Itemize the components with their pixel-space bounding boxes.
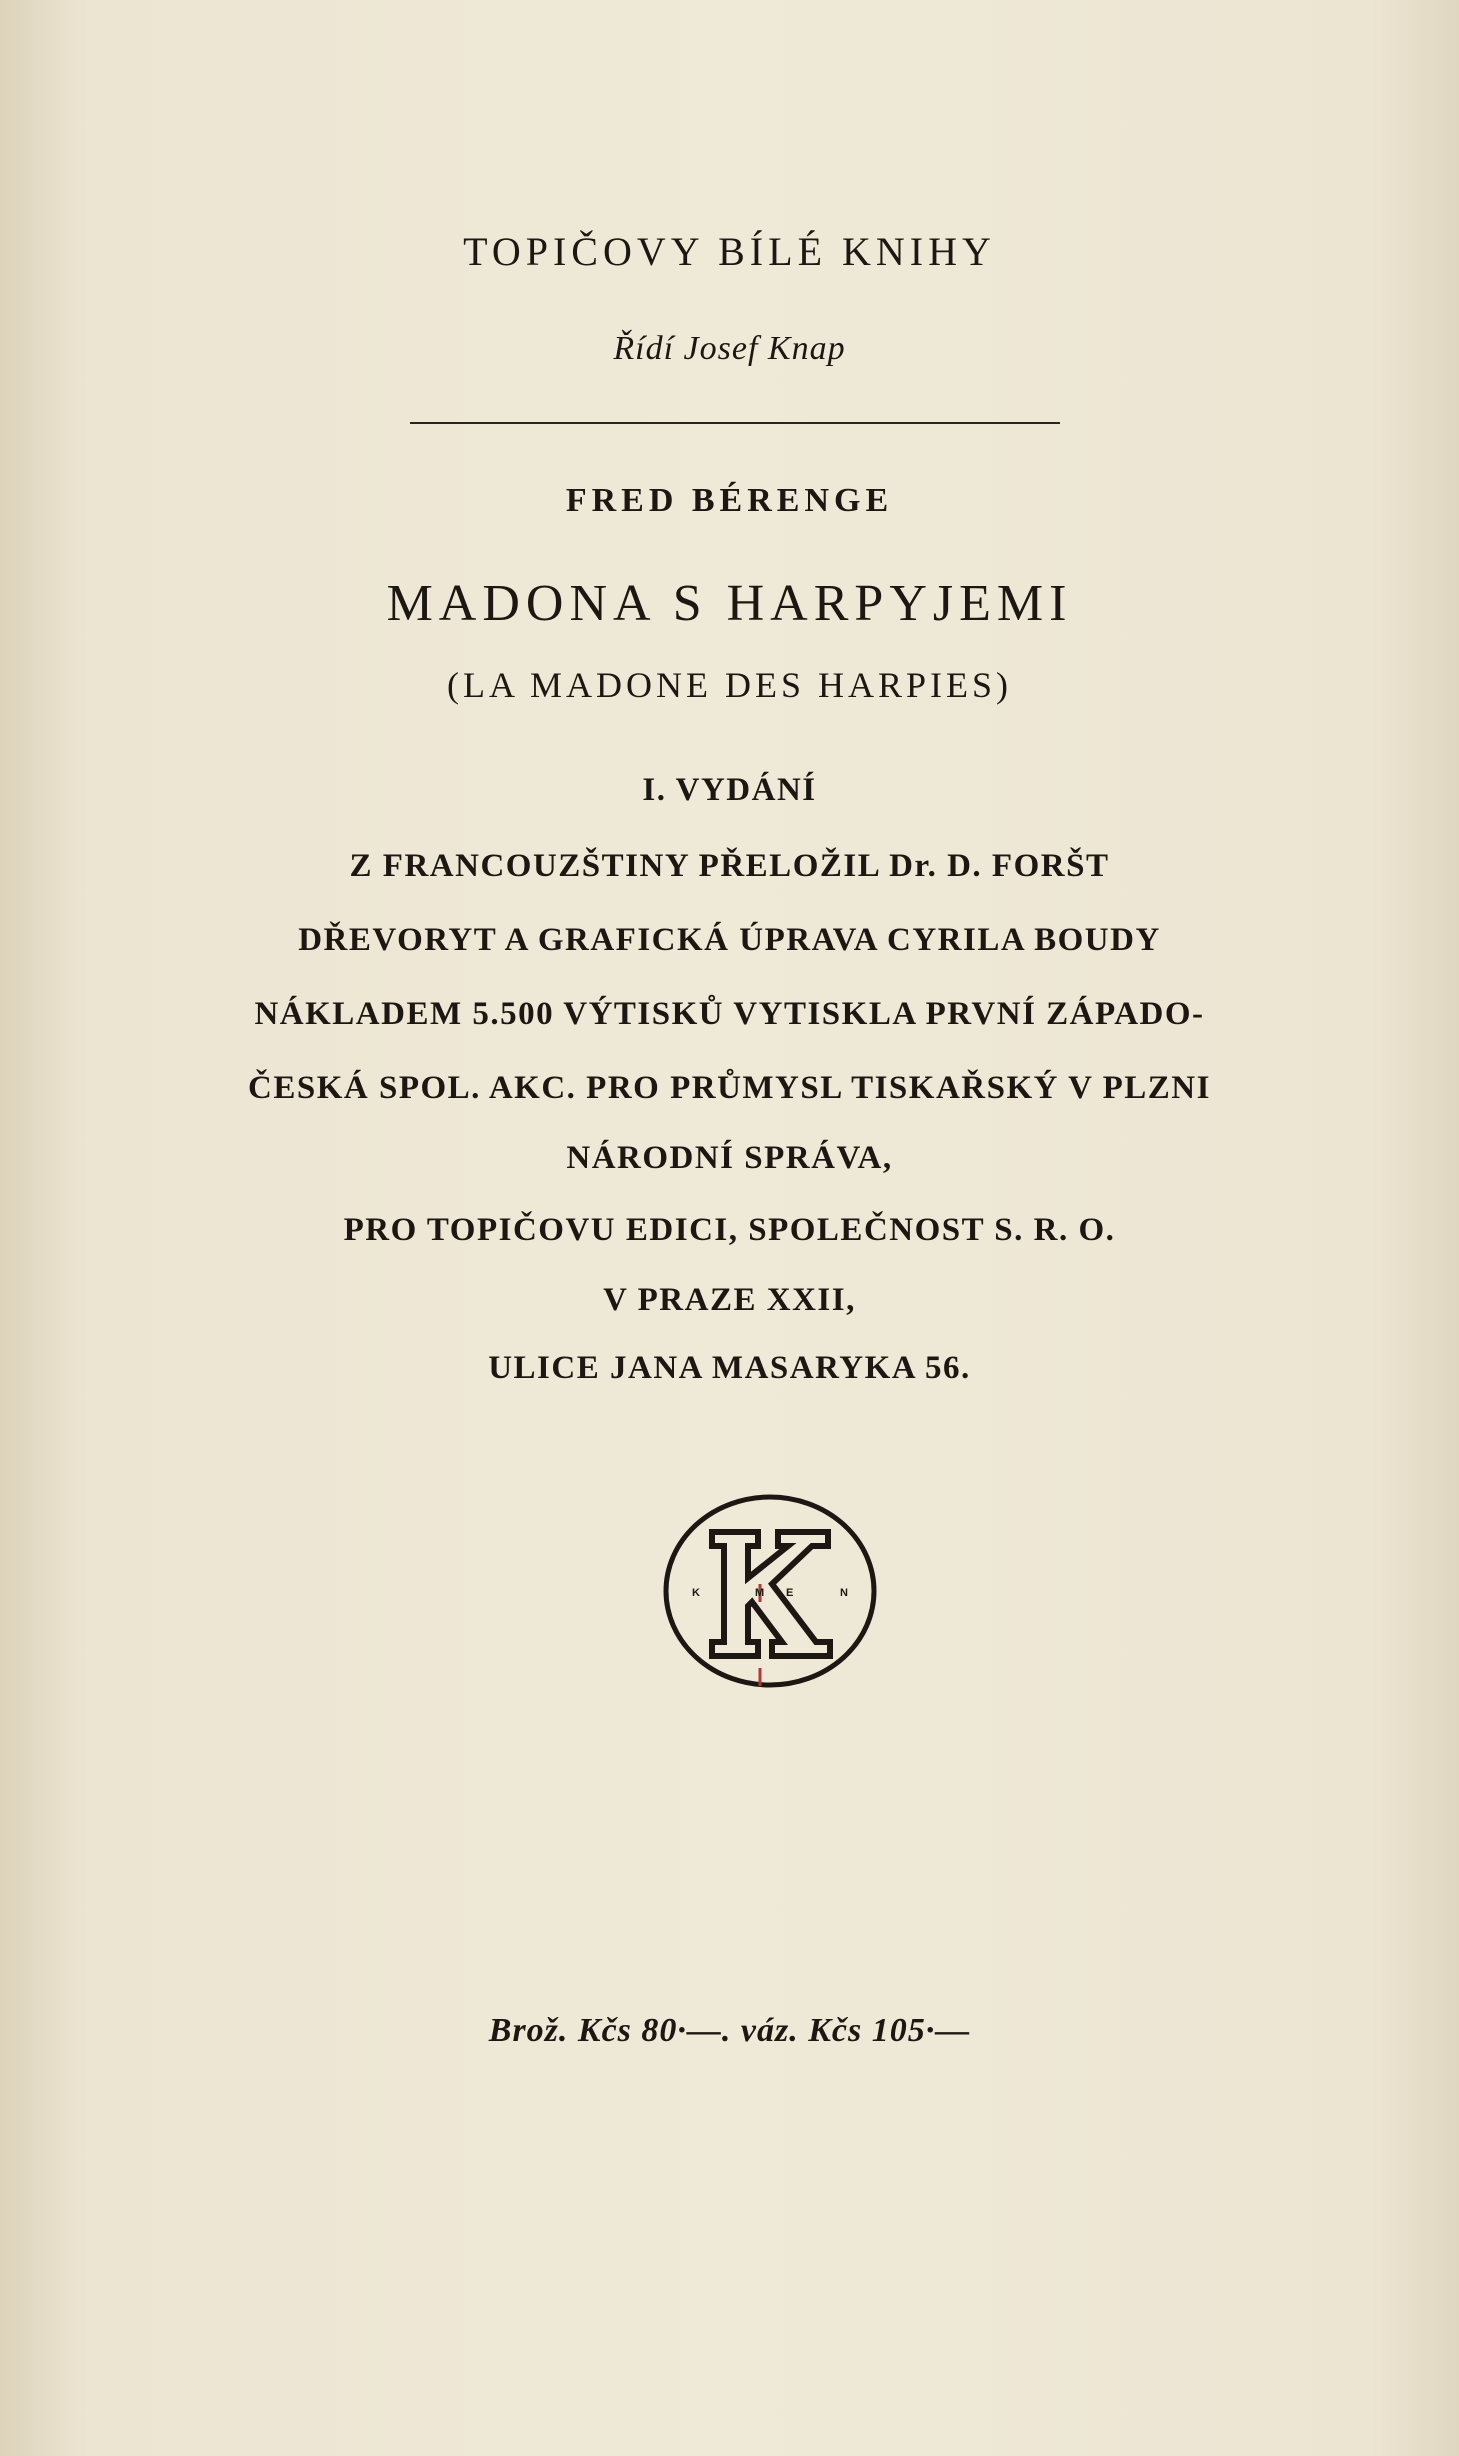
imprint-line: NÁKLADEM 5.500 VÝTISKŮ VYTISKLA PRVNÍ ZÁPADO-	[254, 996, 1205, 1032]
author-name: FRED BÉRENGE	[565, 482, 894, 519]
logo-ring-letter: M	[755, 1587, 765, 1599]
imprint-line: Z FRANCOUZŠTINY PŘELOŽIL Dr. D. FORŠT	[349, 848, 1110, 884]
logo-ring-letter: E	[786, 1587, 794, 1599]
book-title: MADONA S HARPYJEMI	[386, 575, 1073, 632]
logo-ring-letter: K	[692, 1587, 700, 1599]
series-title: TOPIČOVY BÍLÉ KNIHY	[463, 229, 996, 274]
price-line: Brož. Kčs 80·—. váz. Kčs 105·—	[488, 2012, 971, 2049]
imprint-line: V PRAZE XXII,	[603, 1282, 856, 1318]
series-editor: Řídí Josef Knap	[613, 330, 846, 367]
imprint-line: PRO TOPIČOVU EDICI, SPOLEČNOST S. R. O.	[343, 1212, 1116, 1248]
original-title: (LA MADONE DES HARPIES)	[446, 665, 1012, 705]
kmen-publisher-logo-icon	[660, 1492, 880, 1690]
imprint-line: ULICE JANA MASARYKA 56.	[488, 1350, 971, 1386]
imprint-line: ČESKÁ SPOL. AKC. PRO PRŮMYSL TISKAŘSKÝ V PLZNI	[248, 1070, 1211, 1106]
divider-rule	[410, 422, 1060, 424]
imprint-line: DŘEVORYT A GRAFICKÁ ÚPRAVA CYRILA BOUDY	[298, 922, 1161, 958]
imprint-line: I. VYDÁNÍ	[642, 772, 817, 808]
imprint-line: NÁRODNÍ SPRÁVA,	[566, 1140, 893, 1176]
logo-ring-letter: N	[840, 1587, 848, 1599]
